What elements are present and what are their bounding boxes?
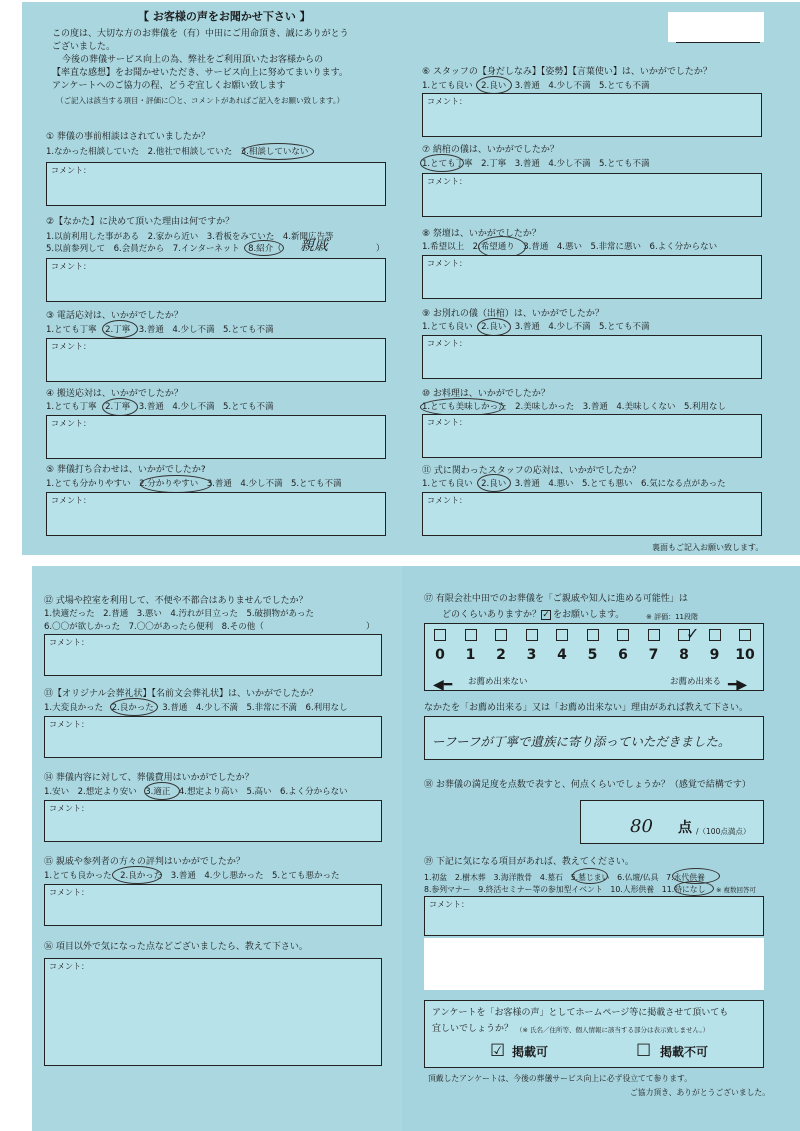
question-8: ⑧ 祭壇は、いかがでしたか？ [422,229,541,239]
options-19-note: ※ 複数回答可 [716,886,757,894]
options-19b: 8.参列マナー 9.終活セミナー等の参加型イベント 10.人形供養 11.特になし [424,885,706,894]
intro-line: アンケートへのご協力の程、どうぞ宜しくお願い致します [52,81,286,91]
comment-label: コメント： [427,97,467,106]
rating-label-9: 9 [709,647,720,663]
question-5: ⑤ 葬儀打ち合わせは、いかがでしたか? [46,465,206,475]
redacted-area [668,12,764,42]
handwritten-answer: 親戚 [300,238,328,254]
answer-circle [102,320,138,338]
footer-line: ご協力頂き、ありがとうございました。 [630,1088,771,1097]
answer-circle [140,475,212,493]
comment-box-7[interactable] [422,173,762,217]
rating-checkbox-6[interactable] [617,629,629,641]
rating-label-6: 6 [618,647,628,663]
options-15: 1.とても良かった 2.良かった 3.普通 4.少し悪かった 5.とても悪かった [44,871,340,881]
question-1: ① 葬儀の事前相談はされていましたか？ [46,132,210,142]
question-3: ③ 電話応対は、いかがでしたか？ [46,311,183,321]
options-3: 1.とても丁寧 2.丁寧 3.普通 4.少し不満 5.とても不満 [46,325,274,335]
rating-check-mark: ✓ [686,624,700,643]
reason-question: なかたを「お薦め出来る」又は「お薦め出来ない」理由があれば教えて下さい。 [424,703,749,713]
comment-label: コメント： [427,339,467,348]
comment-label: コメント： [51,496,91,505]
answer-circle [102,398,138,416]
options-19a: 1.初盆 2.樹木葬 3.海洋散骨 4.墓石 5.墓じまい 6.仏壇/仏具 7.永代供養 [424,873,705,882]
rating-label-1: 1 [465,647,476,663]
question-11: ⑪ 式に関わったスタッフの応対は、いかがでしたか？ [422,466,641,476]
answer-circle [112,866,162,884]
answer-circle [110,698,158,716]
question-12: ⑫ 式場や控室を利用して、不便や不都合はありませんでしたか？ [44,596,308,606]
arrow-left-icon: ◀━ [433,677,453,693]
answer-circle [420,154,464,172]
question-16: ⑯ 項目以外で気になった点などございましたら、教えて下さい。 [44,942,308,952]
score-max: /（100点満点） [696,827,751,836]
question-14: ⑭ 葬儀内容に対して、葬儀費用はいかがでしたか？ [44,773,254,783]
question-4: ④ 搬送応対は、いかがでしたか？ [46,389,183,399]
comment-box-11[interactable] [422,492,762,536]
rating-label-10: 10 [735,647,755,663]
question-6: ⑥ スタッフの【身だしなみ】【姿勢】【言葉使い】は、いかがでしたか？ [422,67,712,77]
comment-box-1[interactable] [46,162,386,206]
question-15: ⑮ 親戚や参列者の方々の評判はいかがでしたか？ [44,857,245,867]
comment-box-16[interactable] [44,958,382,1066]
answer-circle [144,782,180,800]
comment-box-6[interactable] [422,93,762,137]
rating-checkbox-7[interactable] [648,629,660,641]
rating-label-0: 0 [435,647,445,663]
question-17-line2: どのくらいありますか？ [442,610,542,620]
question-19: ⑲ 下記に気になる項目があれば、教えてください。 [424,857,634,867]
comment-label: コメント： [49,638,89,647]
options-8: 1.希望以上 2.希望通り 3.普通 4.悪い 5.非常に悪い 6.よく分からない [422,242,718,252]
rating-label-3: 3 [526,647,537,663]
comment-box-14[interactable] [44,800,382,842]
comment-label: コメント： [49,804,89,813]
intro-line: 【率直な感想】をお聞かせいただき、サービス向上に努めてまいります。 [52,68,348,78]
comment-label: コメント： [51,262,91,271]
options-9: 1.とても良い 2.良い 3.普通 4.少し不満 5.とても不満 [422,322,650,332]
comment-label: コメント： [427,496,467,505]
consent-line: アンケートを「お客様の声」としてホームページ等に掲載させて頂いても [432,1008,729,1018]
comment-label: コメント： [427,418,467,427]
answer-circle [476,76,512,94]
comment-label: コメント： [49,962,89,971]
arrow-right-icon: ━▶ [728,677,748,693]
consent-line: 宜しいでしょうか？ [432,1024,514,1034]
consent-yes-label: 掲載可 [512,1045,549,1059]
question-17: ⑰ 有限会社中田でのお葬儀を「ご親戚や知人に進める可能性」は [424,594,688,604]
question-10: ⑩ お料理は、いかがでしたか？ [422,389,550,399]
answer-circle [674,881,714,896]
comment-box-12[interactable] [44,634,382,676]
options-4: 1.とても丁寧 2.丁寧 3.普通 4.少し不満 5.とても不満 [46,402,274,412]
rating-label-8: 8 [679,647,689,663]
answer-circle [572,868,608,884]
comment-label: コメント： [427,259,467,268]
answer-circle [242,143,314,160]
rating-checkbox-5[interactable] [587,629,599,641]
handwritten-reason: ーフーフが丁寧で遺族に寄り添っていただきました。 [432,734,731,749]
back-note: 裏面もご記入お願い致します。 [652,543,764,552]
options-12b: 6.〇〇が欲しかった 7.〇〇があったら便利 8.その他（ [44,622,264,632]
intro-line: この度は、大切な方のお葬儀を（有）中田にご用命頂き、誠にありがとう [52,29,349,39]
comment-label: コメント： [49,720,89,729]
comment-box-5[interactable] [46,492,386,536]
options-12a: 1.快適だった 2.普通 3.悪い 4.汚れが目立った 5.破損物があった [44,609,314,619]
rating-label-4: 4 [557,647,567,663]
rating-checkbox-0[interactable] [434,629,446,641]
options-10: 1.とても美味しかった 2.美味しかった 3.普通 4.美味しくない 5.利用なし [422,402,727,412]
scale-label-left: お薦め出来ない [468,677,528,687]
scale-label-right: お薦め出来る [670,677,722,687]
comment-box-10[interactable] [422,414,762,458]
comment-box-15[interactable] [44,884,382,926]
rating-checkbox-4[interactable] [556,629,568,641]
comment-label: コメント： [49,888,89,897]
question-18: ⑱ お葬儀の満足度を点数で表すと、何点くらいでしょうか？（感覚で結構です） [424,780,751,790]
options-2b: 5.以前参列して 6.会員だから 7.インターネット 8.紹介（ [46,244,282,254]
options-11: 1.とても良い 2.良い 3.普通 4.悪い 5.とても悪い 6.気になる点があった [422,479,726,489]
comment-box-13[interactable] [44,716,382,758]
score-value: 80 [630,816,653,837]
comment-label: コメント： [51,166,91,175]
consent-no-checkbox[interactable]: ☐ [636,1041,652,1061]
options-7: 1.とても丁寧 2.丁寧 3.普通 4.少し不満 5.とても不満 [422,159,650,169]
options-5: 1.とても分かりやすい 2.分かりやすい 3.普通 4.少し不満 5.とても不満 [46,479,342,489]
comment-box-2[interactable] [46,258,386,302]
comment-label: コメント： [427,177,467,186]
question-7: ⑦ 納棺の儀は、いかがでしたか？ [422,145,559,155]
comment-label: コメント： [51,419,91,428]
answer-circle [477,318,511,336]
comment-box-9[interactable] [422,335,762,379]
score-box[interactable] [580,800,764,844]
rating-note: ※ 評価：11段階 [646,613,698,621]
options-2-end: ） [376,244,385,254]
answer-circle [244,240,284,256]
options-14: 1.安い 2.想定より安い 3.適正 4.想定より高い 5.高い 6.よく分からない [44,787,348,797]
rating-checkbox-1[interactable] [465,629,477,641]
rating-checkbox-2[interactable] [495,629,507,641]
consent-yes-checkbox[interactable]: ☑ [490,1041,506,1061]
comment-box-3[interactable] [46,338,386,382]
rating-checkbox-9[interactable] [709,629,721,641]
redacted-area [424,938,764,990]
check-icon: ✓ [542,610,550,620]
comment-label: コメント： [429,900,469,909]
comment-box-8[interactable] [422,255,762,299]
intro-line: ございました。 [52,42,116,52]
options-1: 1.なかった相談していた 2.他社で相談していた 3.相談していない [46,147,309,157]
options-13: 1.大変良かった 2.良かった 3.普通 4.少し不満 5.非常に不満 6.利用なし [44,703,348,713]
question-17-line2b: をお願いします。 [553,610,625,620]
name-line [676,42,760,43]
options-6: 1.とても良い 2.良い 3.普通 4.少し不満 5.とても不満 [422,81,650,91]
comment-label: コメント： [51,342,91,351]
rating-label-5: 5 [587,647,598,663]
options-2a: 1.以前利用した事がある 2.家から近い 3.看板をみていた 4.新聞広告等 [46,232,334,242]
answer-circle [477,474,511,492]
comment-box-4[interactable] [46,415,386,459]
consent-no-label: 掲載不可 [660,1045,709,1059]
consent-note: （※ 氏名／住所等、個人情報に該当する部分は表示致しません。） [516,1026,710,1034]
intro-line: 今後の葬儀サービス向上の為、弊社をご利用頂いたお客様からの [62,55,324,65]
score-unit: 点 [678,820,692,836]
question-13: ⑬【オリジナル会葬礼状】【名前文会葬礼状】は、いかがでしたか？ [44,689,319,699]
intro-note: （ご記入は該当する項目・評価に〇と、コメントがあればご記入をお願い致します。） [56,96,345,105]
rating-checkbox-10[interactable] [739,629,751,641]
footer-line: 頂戴したアンケートは、今後の葬儀サービス向上に必ず役立てて参ります。 [428,1074,692,1083]
question-2: ②【なかた】に決めて頂いた理由は何ですか？ [46,217,235,227]
comment-box-19[interactable] [424,896,764,936]
survey-title: 【 お客様の声をお聞かせ下さい 】 [138,10,311,23]
rating-label-7: 7 [648,647,659,663]
options-12-end: ） [366,622,375,632]
rating-checkbox-3[interactable] [526,629,538,641]
rating-label-2: 2 [496,647,506,663]
question-9: ⑨ お別れの儀（出棺）は、いかがでしたか？ [422,309,604,319]
